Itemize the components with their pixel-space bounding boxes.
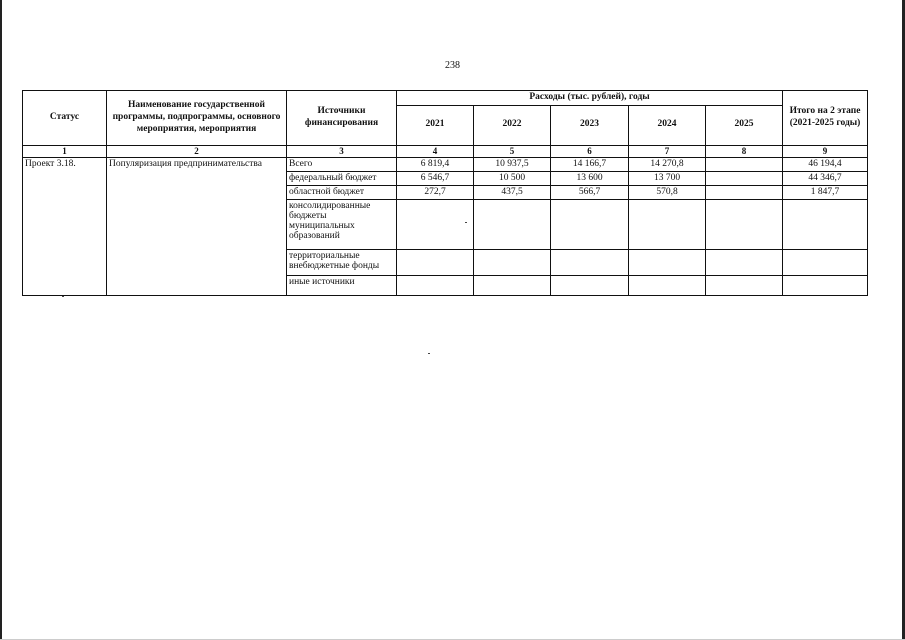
column-number-row bbox=[23, 145, 868, 157]
header-sources: Источники финансирования bbox=[287, 91, 397, 146]
value-cell bbox=[629, 275, 706, 295]
value-cell bbox=[706, 157, 783, 171]
header-year-2025: 2025 bbox=[706, 105, 783, 145]
total-cell bbox=[783, 249, 868, 275]
scan-speck bbox=[465, 222, 467, 223]
source-label: федеральный бюджет bbox=[287, 171, 397, 185]
column-number: 8 bbox=[706, 145, 783, 157]
value-cell: 272,7 bbox=[397, 185, 474, 199]
value-cell: 10 937,5 bbox=[474, 157, 551, 171]
value-cell: 570,8 bbox=[629, 185, 706, 199]
column-number: 1 bbox=[23, 145, 107, 157]
value-cell bbox=[706, 185, 783, 199]
value-cell bbox=[397, 275, 474, 295]
value-cell: 14 166,7 bbox=[551, 157, 629, 171]
value-cell bbox=[629, 199, 706, 249]
header-total: Итого на 2 этапе (2021-2025 годы) bbox=[783, 91, 868, 146]
source-label: Всего bbox=[287, 157, 397, 171]
column-number: 4 bbox=[397, 145, 474, 157]
project-name: Популяризация предпринимательства bbox=[107, 157, 287, 295]
header-expenses: Расходы (тыс. рублей), годы bbox=[397, 91, 783, 106]
total-cell bbox=[783, 199, 868, 249]
source-label: областной бюджет bbox=[287, 185, 397, 199]
value-cell: 10 500 bbox=[474, 171, 551, 185]
value-cell bbox=[706, 249, 783, 275]
value-cell: 14 270,8 bbox=[629, 157, 706, 171]
column-number: 3 bbox=[287, 145, 397, 157]
scan-speck bbox=[62, 296, 64, 297]
value-cell bbox=[706, 199, 783, 249]
header-year-2022: 2022 bbox=[474, 105, 551, 145]
value-cell: 566,7 bbox=[551, 185, 629, 199]
budget-table bbox=[22, 90, 868, 296]
value-cell: 6 546,7 bbox=[397, 171, 474, 185]
value-cell bbox=[551, 275, 629, 295]
total-cell: 1 847,7 bbox=[783, 185, 868, 199]
column-number: 2 bbox=[107, 145, 287, 157]
source-label: иные источники bbox=[287, 275, 397, 295]
value-cell bbox=[474, 275, 551, 295]
column-number: 6 bbox=[551, 145, 629, 157]
header-status: Статус bbox=[23, 91, 107, 146]
project-status: Проект 3.18. bbox=[23, 157, 107, 295]
value-cell bbox=[397, 249, 474, 275]
header-name: Наименование государственной программы, подпрограммы, основного мероприятия, мероприятия bbox=[107, 91, 287, 146]
scan-speck bbox=[428, 353, 430, 354]
value-cell bbox=[551, 249, 629, 275]
value-cell bbox=[551, 199, 629, 249]
header-year-2023: 2023 bbox=[551, 105, 629, 145]
table-row bbox=[23, 157, 868, 171]
column-number: 9 bbox=[783, 145, 868, 157]
source-label: консолидированные бюджеты муниципальных образований bbox=[287, 199, 397, 249]
page-number: 238 bbox=[445, 60, 460, 71]
value-cell bbox=[629, 249, 706, 275]
value-cell: 437,5 bbox=[474, 185, 551, 199]
value-cell bbox=[397, 199, 474, 249]
total-cell: 44 346,7 bbox=[783, 171, 868, 185]
scan-edge-left bbox=[0, 0, 2, 640]
value-cell: 13 600 bbox=[551, 171, 629, 185]
header-year-2024: 2024 bbox=[629, 105, 706, 145]
total-cell bbox=[783, 275, 868, 295]
source-label: территориальные внебюджетные фонды bbox=[287, 249, 397, 275]
value-cell bbox=[706, 171, 783, 185]
value-cell bbox=[706, 275, 783, 295]
value-cell: 13 700 bbox=[629, 171, 706, 185]
column-number: 5 bbox=[474, 145, 551, 157]
value-cell bbox=[474, 199, 551, 249]
value-cell bbox=[474, 249, 551, 275]
header-year-2021: 2021 bbox=[397, 105, 474, 145]
column-number: 7 bbox=[629, 145, 706, 157]
total-cell: 46 194,4 bbox=[783, 157, 868, 171]
value-cell: 6 819,4 bbox=[397, 157, 474, 171]
